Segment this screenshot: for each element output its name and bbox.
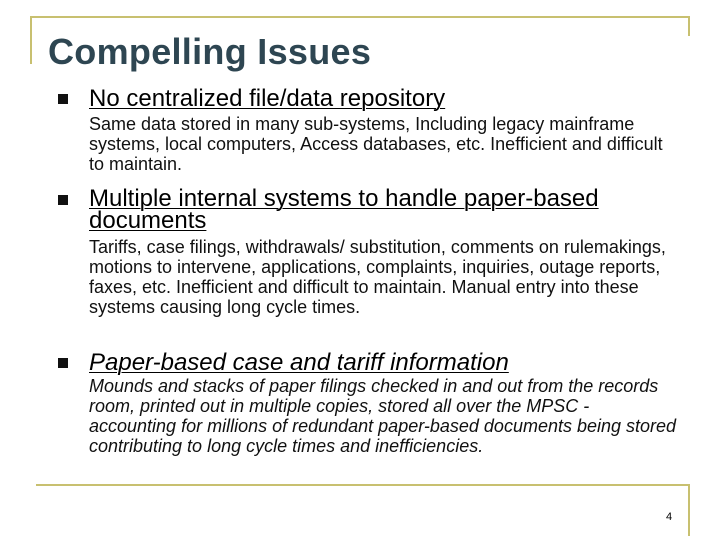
item-body-2: Tariffs, case filings, withdrawals/ substitution, comments on rulemakings, motions to intervene, applications, complaints, inquiries, outage reports, faxes, etc. Inefficient and difficult to maintain. Manual entry into these systems causing long cycle times. [89,237,666,317]
bullet-square-icon [58,195,68,205]
item-heading-1: No centralized file/data repository [89,85,446,112]
item-heading-2: Multiple internal systems to handle paper-based documents [89,185,599,234]
slide-title: Compelling Issues [48,31,372,72]
bullet-square-icon [58,94,68,104]
bullet-square-icon [58,358,68,368]
page-number: 4 [666,511,673,523]
frame-right-line [688,16,690,36]
item-heading-3: Paper-based case and tariff information [89,349,509,376]
frame-top-line [30,16,690,18]
frame-left-line [30,16,32,64]
frame-bottom-right-line [688,484,690,536]
item-body-1: Same data stored in many sub-systems, Including legacy mainframe systems, local computers, Access databases, etc. Inefficient and difficult to maintain. [89,114,663,174]
footer-divider [36,484,688,486]
item-body-3: Mounds and stacks of paper filings checked in and out from the records room, printed out in multiple copies, stored all over the MPSC - accounting for millions of redundant paper-based documents being stored contributing to long cycle times and inefficiencies. [89,376,677,456]
